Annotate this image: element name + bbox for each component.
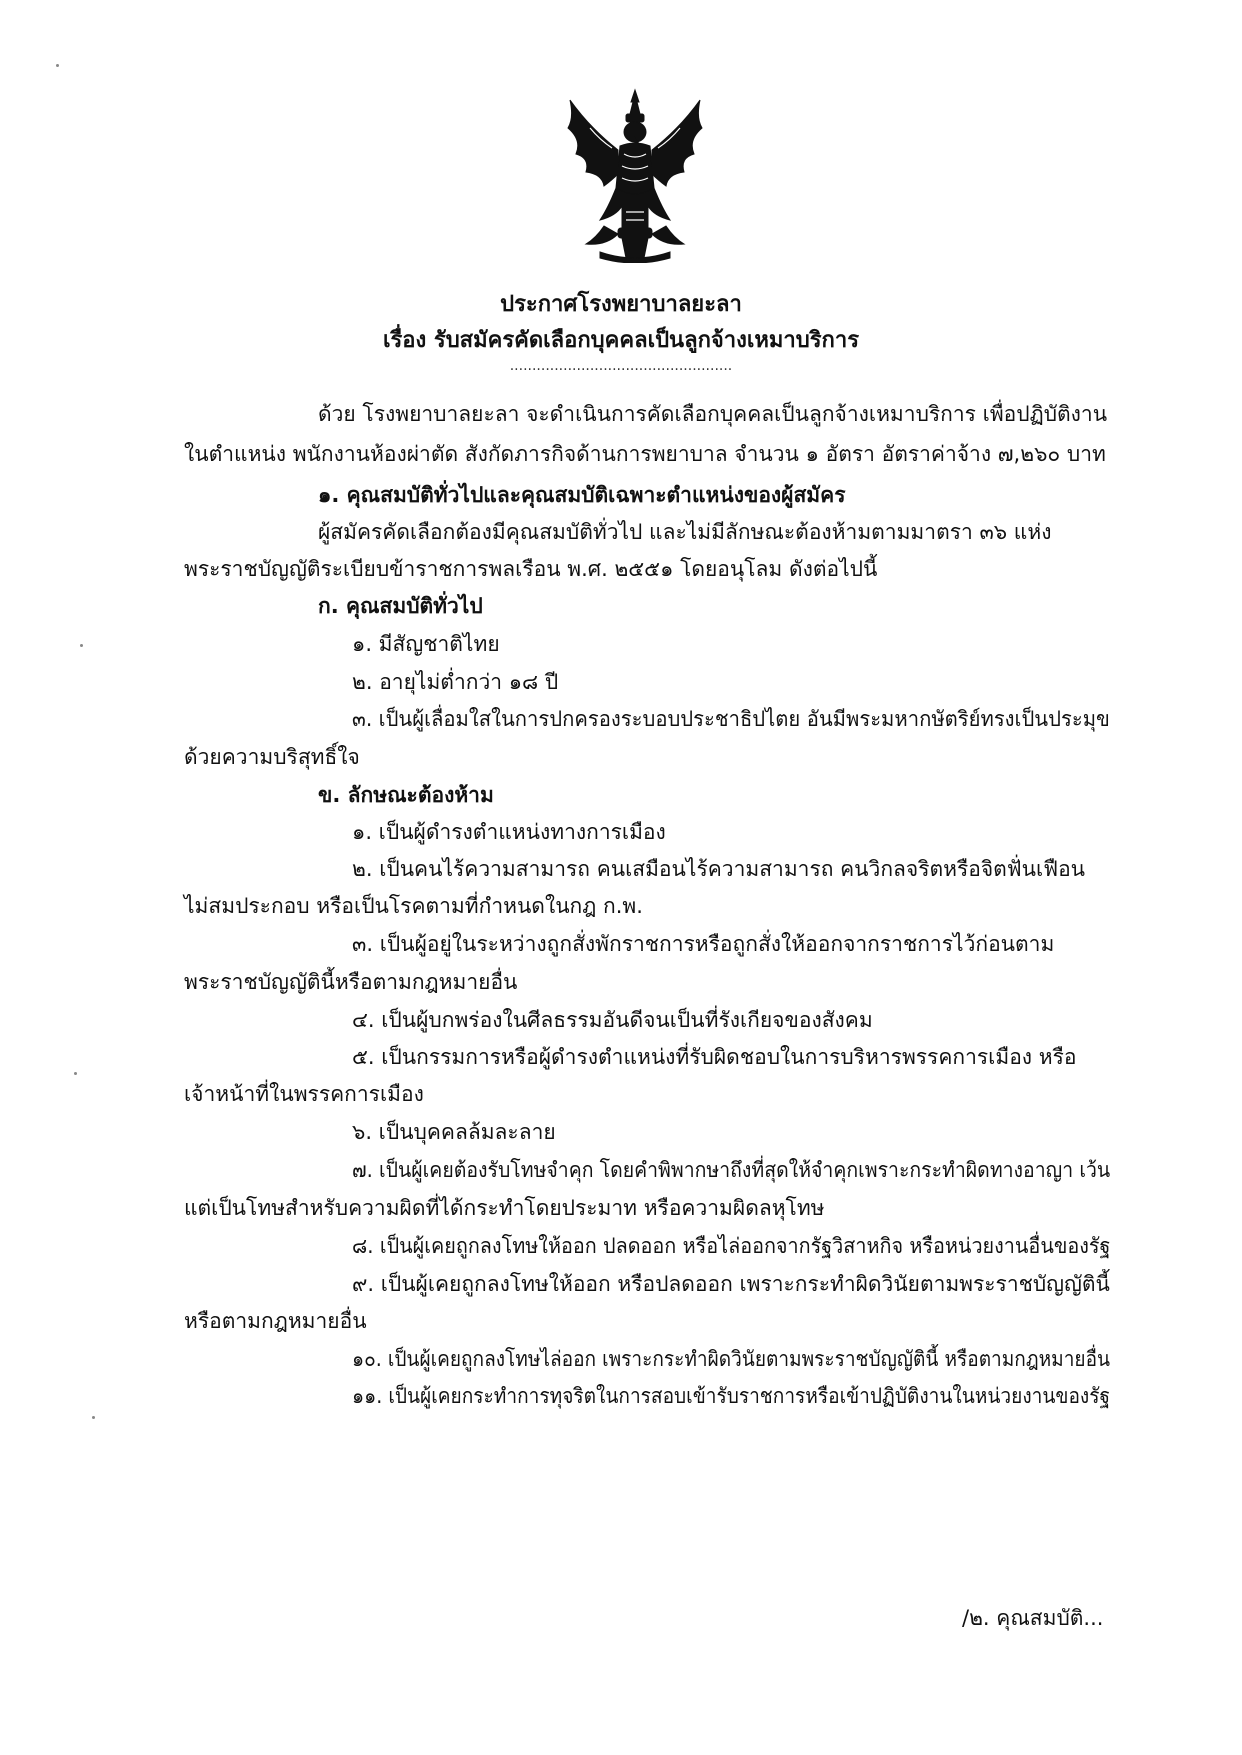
qualification-item-3-line-2: ด้วยความบริสุทธิ์ใจ [184,745,360,769]
prohibition-item-5-line-2: เจ้าหน้าที่ในพรรคการเมือง [184,1082,424,1106]
announcement-subject: เรื่อง รับสมัครคัดเลือกบุคคลเป็นลูกจ้างเหมาบริการ [382,328,860,353]
prohibition-item-2-line-2: ไม่สมประกอบ หรือเป็นโรคตามที่กำหนดในกฎ ก.พ. [184,894,643,918]
prohibitions-heading: ข. ลักษณะต้องห้าม [318,783,494,807]
prohibition-item-9-line-1: ๙. เป็นผู้เคยถูกลงโทษให้ออก หรือปลดออก เพราะกระทำผิดวินัยตามพระราชบัญญัตินี้ [352,1272,1110,1296]
prohibition-item-8: ๘. เป็นผู้เคยถูกลงโทษให้ออก ปลดออก หรือไล่ออกจากรัฐวิสาหกิจ หรือหน่วยงานอื่นของรัฐ [352,1234,1111,1258]
prohibition-item-7-line-2: แต่เป็นโทษสำหรับความผิดที่ได้กระทำโดยประมาท หรือความผิดลหุโทษ [184,1196,825,1220]
prohibition-item-7-line-1: ๗. เป็นผู้เคยต้องรับโทษจำคุก โดยคำพิพากษาถึงที่สุดให้จำคุกเพราะกระทำผิดทางอาญา เว้น [352,1158,1111,1182]
prohibition-item-4: ๔. เป็นผู้บกพร่องในศีลธรรมอันดีจนเป็นที่รังเกียจของสังคม [352,1008,873,1032]
announcement-title: ประกาศโรงพยาบาลยะลา [500,292,742,317]
prohibition-item-1: ๑. เป็นผู้ดำรงตำแหน่งทางการเมือง [352,820,666,844]
qualification-item-1: ๑. มีสัญชาติไทย [352,632,500,656]
qualification-item-3-line-1: ๓. เป็นผู้เลื่อมใสในการปกครองระบอบประชาธิปไตย อันมีพระมหากษัตริย์ทรงเป็นประมุข [352,707,1110,731]
prohibition-item-2-line-1: ๒. เป็นคนไร้ความสามารถ คนเสมือนไร้ความสามารถ คนวิกลจริตหรือจิตฟั่นเฟือน [352,857,1086,881]
garuda-emblem-icon [560,88,710,263]
scan-speck [56,64,59,67]
prohibition-item-3-line-2: พระราชบัญญัตินี้หรือตามกฎหมายอื่น [184,970,518,994]
intro-paragraph-line-2: ในตำแหน่ง พนักงานห้องผ่าตัด สังกัดภารกิจด้านการพยาบาล จำนวน ๑ อัตรา อัตราค่าจ้าง ๗,๒๖๐ บาท [184,442,1106,466]
scan-speck [80,644,83,647]
prohibition-item-5-line-1: ๕. เป็นกรรมการหรือผู้ดำรงตำแหน่งที่รับผิดชอบในการบริหารพรรคการเมือง หรือ [352,1045,1077,1069]
prohibition-item-3-line-1: ๓. เป็นผู้อยู่ในระหว่างถูกสั่งพักราชการหรือถูกสั่งให้ออกจากราชการไว้ก่อนตาม [352,932,1055,956]
prohibition-item-6: ๖. เป็นบุคคลล้มละลาย [352,1120,556,1144]
qualifications-heading: ก. คุณสมบัติทั่วไป [318,594,483,618]
prohibition-item-9-line-2: หรือตามกฎหมายอื่น [184,1309,367,1333]
scan-speck [74,1072,77,1075]
prohibition-item-11: ๑๑. เป็นผู้เคยกระทำการทุจริตในการสอบเข้ารับราชการหรือเข้าปฏิบัติงานในหน่วยงานของรัฐ [352,1384,1111,1408]
prohibition-item-10: ๑๐. เป็นผู้เคยถูกลงโทษไล่ออก เพราะกระทำผิดวินัยตามพระราชบัญญัตินี้ หรือตามกฎหมายอื่น [352,1347,1111,1371]
section1-heading: ๑. คุณสมบัติทั่วไปและคุณสมบัติเฉพาะตำแหน่งของผู้สมัคร [318,483,846,507]
separator-line: .................................................. [509,358,733,374]
scan-speck [92,1416,95,1419]
intro-paragraph-line-1: ด้วย โรงพยาบาลยะลา จะดำเนินการคัดเลือกบุคคลเป็นลูกจ้างเหมาบริการ เพื่อปฏิบัติงาน [318,402,1108,426]
qualification-item-2: ๒. อายุไม่ต่ำกว่า ๑๘ ปี [352,670,559,694]
continuation-note: /๒. คุณสมบัติ... [962,1606,1104,1630]
section1-text-line-1: ผู้สมัครคัดเลือกต้องมีคุณสมบัติทั่วไป และไม่มีลักษณะต้องห้ามตามมาตรา ๓๖ แห่ง [318,520,1052,544]
section1-text-line-2: พระราชบัญญัติระเบียบข้าราชการพลเรือน พ.ศ. ๒๕๕๑ โดยอนุโลม ดังต่อไปนี้ [184,557,878,581]
